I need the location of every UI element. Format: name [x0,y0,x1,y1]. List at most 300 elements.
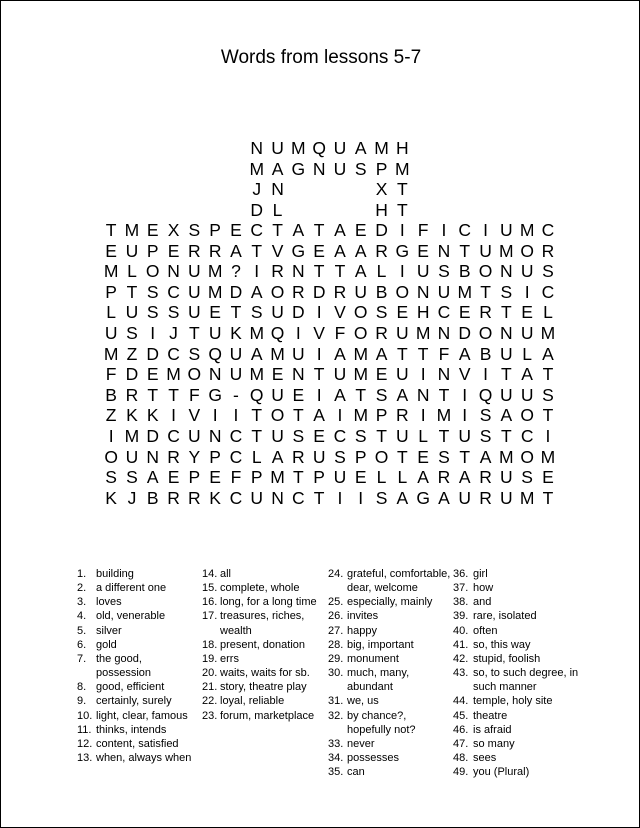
grid-letter: R [333,281,347,302]
clue-number: 36. [453,568,469,580]
clue-item [202,652,338,666]
grid-letter: M [103,343,119,364]
clue-number: 20. [202,667,218,680]
clue-text: girl [473,568,488,580]
clue-number: 21. [202,681,218,694]
grid-letter: S [188,220,201,240]
clue-number: 48. [453,752,469,765]
clue-number: 9. [77,695,87,708]
clue-text: and [473,596,492,609]
clue-number: 23. [202,709,218,722]
grid-letter: E [146,364,159,385]
clue-text: gold [96,638,117,651]
grid-letter: E [271,364,284,385]
grid-letter: V [271,240,284,261]
clue-item [453,609,589,623]
grid-letter: M [353,343,369,364]
grid-letter: C [167,343,180,364]
clue-number: 42. [453,652,469,665]
grid-letter: A [375,343,388,364]
grid-letter: E [146,220,159,240]
grid-letter: A [230,240,242,261]
grid-letter: P [188,467,201,488]
grid-letter: U [271,384,284,405]
grid-letter: M [353,405,369,426]
clue-text: never [347,737,375,750]
clue-text: loyal, reliable [220,695,285,708]
grid-letter: C [229,426,243,446]
clue-item [202,609,338,637]
grid-letter: U [500,487,513,508]
grid-letter: A [334,240,346,261]
grid-letter: A [458,467,471,488]
grid-letter: D [250,199,264,220]
grid-letter: G [208,384,222,405]
grid-letter: T [459,446,471,467]
clue-item [202,694,338,708]
grid-letter: E [209,467,221,488]
clue-text: present, donation [220,638,306,651]
clue-text: rare, isolated [473,610,537,623]
grid-letter: B [146,487,159,508]
grid-letter: A [438,487,450,508]
grid-letter: O [145,261,160,282]
grid-letter: S [126,467,138,488]
grid-letter: S [438,261,450,282]
grid-letter: C [437,302,451,323]
grid-letter: D [146,426,160,446]
grid-letter: K [146,405,159,426]
clue-number: 38. [453,596,469,609]
grid-letter: U [229,364,243,385]
grid-row [1,344,640,364]
grid-letter: M [270,467,285,488]
clue-number: 29. [328,652,344,665]
grid-letter: U [333,138,347,158]
clue-text: forum, marketplace [220,709,315,722]
grid-letter: S [521,467,533,488]
grid-letter: M [457,281,473,302]
clue-item [77,609,196,623]
grid-letter: L [376,261,387,282]
grid-letter: T [396,446,408,467]
grid-letter: L [376,467,387,488]
clue-text: often [473,624,498,637]
grid-letter: U [333,467,347,488]
grid-letter: L [272,199,283,220]
grid-letter: U [229,343,243,364]
clue-text: light, clear, famous [96,709,188,722]
clue-text: theatre [473,709,508,722]
grid-letter: N [250,138,264,158]
clue-item [77,709,196,723]
clue-item [77,723,196,737]
grid-letter: S [292,426,305,446]
clue-item [328,694,451,708]
grid-letter: U [188,302,201,323]
grid-letter: P [250,467,263,488]
grid-row [1,220,640,240]
grid-letter: T [396,343,408,364]
grid-letter: B [105,384,117,405]
grid-letter: E [313,426,325,446]
grid-letter: L [251,446,262,467]
grid-letter: M [291,138,306,158]
grid-letter: R [208,240,222,261]
grid-letter: S [126,323,138,343]
grid-letter: I [483,220,488,240]
clue-number: 1. [77,568,87,580]
clue-text: certainly, surely [96,695,172,708]
grid-letter: U [104,323,118,343]
grid-letter: L [543,302,553,323]
grid-letter: L [127,261,137,282]
clue-number: 44. [453,695,469,708]
grid-letter: O [395,281,410,302]
grid-letter: A [334,220,346,240]
clue-item [77,638,196,652]
grid-letter: T [313,261,325,282]
clue-text: especially, mainly [347,596,433,609]
grid-letter: M [519,487,535,508]
grid-letter: N [416,281,430,302]
grid-letter: R [188,487,201,508]
grid-letter: M [207,281,223,302]
grid-letter: T [542,364,554,385]
clue-number: 6. [77,638,87,651]
grid-letter: A [354,240,367,261]
clue-number: 19. [202,652,218,665]
clue-text: a different one [96,582,167,595]
clue-item [328,624,451,638]
clue-text: we, us [347,695,379,708]
clue-item [328,567,451,595]
clue-text: temple, holy site [473,695,553,708]
clue-item [77,737,196,751]
clue-item [77,680,196,694]
grid-letter: N [500,261,513,282]
grid-letter: V [313,323,325,343]
clue-item [453,666,589,694]
clue-item [453,567,589,581]
grid-letter: R [375,323,388,343]
clue-number: 28. [328,638,344,651]
grid-letter: T [480,281,491,302]
clue-item [453,694,589,708]
grid-letter: I [212,405,218,426]
grid-letter: R [479,487,492,508]
grid-letter: S [146,302,159,323]
grid-letter: O [104,446,118,467]
grid-letter: I [254,261,260,282]
grid-letter: Q [312,138,326,158]
grid-letter: S [354,426,367,446]
grid-letter: B [375,281,388,302]
clue-item [453,581,589,595]
grid-letter: T [251,426,263,446]
grid-letter: U [520,261,534,282]
grid-letter: I [524,281,530,302]
grid-letter: U [458,426,472,446]
grid-letter: D [375,220,388,240]
grid-letter: C [541,281,555,302]
grid-letter: N [437,323,451,343]
clue-number: 5. [77,624,87,637]
clue-text: monument [347,652,399,665]
grid-letter: V [334,302,346,323]
grid-letter: M [499,446,514,467]
grid-letter: I [545,426,551,446]
grid-letter: N [500,323,513,343]
grid-letter: M [207,261,223,282]
clue-column [328,567,451,779]
clue-item [77,652,196,680]
grid-letter: A [542,343,554,364]
grid-letter: J [127,487,137,508]
grid-letter: M [249,323,265,343]
clue-text: good, efficient [96,681,165,694]
grid-letter: O [187,364,202,385]
grid-letter: C [229,487,243,508]
grid-letter: I [295,323,301,343]
grid-letter: T [230,302,242,323]
clue-item [328,765,451,779]
grid-letter: C [229,446,243,467]
clue-text: when, always when [96,752,192,765]
grid-letter: U [292,343,305,364]
grid-letter: E [375,364,388,385]
grid-letter: D [292,302,305,323]
grid-letter: S [375,302,388,323]
grid-letter: D [312,281,326,302]
clue-item [453,709,589,723]
grid-letter: T [313,220,325,240]
clue-item [202,581,338,595]
grid-letter: T [188,323,200,343]
clue-column [453,567,589,779]
grid-letter: T [396,199,408,220]
grid-letter: F [417,220,429,240]
grid-letter: T [542,487,554,508]
clue-text: happy [347,624,377,637]
grid-letter: O [478,261,493,282]
clue-text: all [220,568,232,580]
grid-letter: S [105,467,117,488]
grid-letter: U [271,426,284,446]
clue-item [202,709,338,723]
clue-text: waits, waits for sb. [220,667,310,680]
grid-letter: U [458,487,472,508]
grid-letter: E [292,384,305,405]
grid-letter: C [458,220,472,240]
grid-letter: E [521,302,533,323]
grid-letter: T [168,384,179,405]
clue-number: 26. [328,610,344,623]
clue-number: 15. [202,582,218,595]
grid-letter: F [334,323,346,343]
clue-number: 8. [77,681,87,694]
clue-text: sees [473,752,497,765]
grid-letter: U [500,467,513,488]
grid-letter: L [106,302,117,323]
grid-letter: S [375,487,388,508]
grid-letter: D [146,343,160,364]
grid-letter: U [396,426,409,446]
grid-letter: A [354,261,367,282]
grid-letter: S [542,384,554,405]
grid-letter: U [500,220,513,240]
grid-letter: O [353,323,368,343]
grid-letter: U [125,446,139,467]
clue-text: old, venerable [96,610,166,623]
grid-letter: H [416,302,430,323]
clue-item [202,567,338,581]
clue-number: 31. [328,695,344,708]
grid-letter: U [208,323,222,343]
grid-top-row [1,138,640,158]
clue-text: you (Plural) [473,766,530,779]
grid-letter: T [542,405,554,426]
clue-text: grateful, comfortable, dear, welcome [347,568,451,595]
grid-letter: R [292,446,305,467]
grid-letter: N [292,364,305,385]
grid-letter: I [316,302,322,323]
clue-column [77,567,196,765]
grid-letter: E [167,467,180,488]
grid-letter: N [271,179,284,200]
grid-letter: A [271,446,284,467]
grid-letter: I [337,405,343,426]
clue-text: invites [347,610,379,623]
grid-letter: U [188,261,201,282]
grid-letter: U [354,281,368,302]
grid-letter: ? [231,261,241,282]
grid-letter: P [209,446,221,467]
clue-number: 39. [453,610,469,623]
grid-row [1,282,640,302]
clue-number: 3. [77,596,87,609]
grid-letter: R [437,467,451,488]
clue-text: story, theatre play [220,681,307,694]
clue-number: 12. [77,737,93,750]
grid-letter: C [541,220,555,240]
clue-item [453,638,589,652]
grid-letter: I [462,405,468,426]
grid-letter: R [541,240,555,261]
grid-letter: R [271,261,284,282]
clue-item [453,723,589,737]
grid-letter: C [167,281,180,302]
grid-letter: M [166,364,181,385]
clue-number: 40. [453,624,469,637]
grid-letter: C [333,426,347,446]
clue-item [453,595,589,609]
grid-letter: E [542,467,554,488]
grid-letter: G [395,240,410,261]
grid-letter: B [458,261,471,282]
grid-letter: U [520,323,534,343]
grid-letter: E [417,446,429,467]
grid-letter: S [542,261,554,282]
grid-letter: P [354,446,367,467]
clue-item [453,751,589,765]
grid-letter: R [396,405,409,426]
grid-letter: E [230,220,242,240]
grid-row [1,467,640,487]
grid-letter: E [458,302,471,323]
grid-letter: F [230,467,242,488]
clue-text: can [347,766,365,779]
grid-letter: I [171,405,176,426]
clue-text: thinks, intends [96,723,167,736]
grid-letter: S [250,302,263,323]
grid-letter: S [438,446,450,467]
grid-letter: M [519,220,535,240]
clue-text: so, this way [473,638,531,651]
grid-row [1,241,640,261]
clue-item [202,666,338,680]
grid-letter: M [249,364,265,385]
clue-text: treasures, riches, wealth [220,610,305,637]
clue-text: complete, whole [220,582,300,595]
grid-letter: J [169,323,178,343]
grid-letter: P [105,281,117,302]
clue-number: 13. [77,752,93,765]
grid-letter: U [125,302,139,323]
grid-letter: Q [478,384,493,405]
grid-letter: T [251,405,263,426]
clue-item [453,624,589,638]
grid-letter: S [188,343,201,364]
grid-letter: D [458,323,472,343]
clue-item [77,694,196,708]
grid-letter: R [167,487,180,508]
grid-letter: R [125,384,139,405]
grid-letter: T [272,220,283,240]
clue-item [328,595,451,609]
grid-letter: S [146,281,159,302]
grid-letter: I [316,384,322,405]
grid-letter: A [334,343,346,364]
grid-letter: P [209,220,221,240]
grid-letter: A [521,364,533,385]
clue-item [328,609,451,623]
clue-number: 22. [202,695,218,708]
grid-letter: Q [208,343,222,364]
grid-letter: U [271,302,284,323]
clue-item [328,737,451,751]
grid-letter: X [167,220,180,240]
grid-letter: V [458,364,471,385]
grid-letter: I [420,364,426,385]
grid-letter: I [462,384,468,405]
grid-letter: M [499,240,514,261]
clue-number: 41. [453,638,469,651]
grid-letter: I [483,364,488,385]
grid-letter: O [353,302,368,323]
clue-text: long, for a long time [220,596,317,609]
grid-letter: C [250,220,264,240]
grid-letter: T [355,384,367,405]
grid-letter: A [396,487,409,508]
grid-letter: O [478,323,493,343]
clue-number: 17. [202,610,218,623]
grid-row [1,426,640,446]
clue-number: 33. [328,737,344,750]
grid-letter: M [436,405,452,426]
grid-letter: K [209,487,221,508]
grid-letter: H [375,199,388,220]
